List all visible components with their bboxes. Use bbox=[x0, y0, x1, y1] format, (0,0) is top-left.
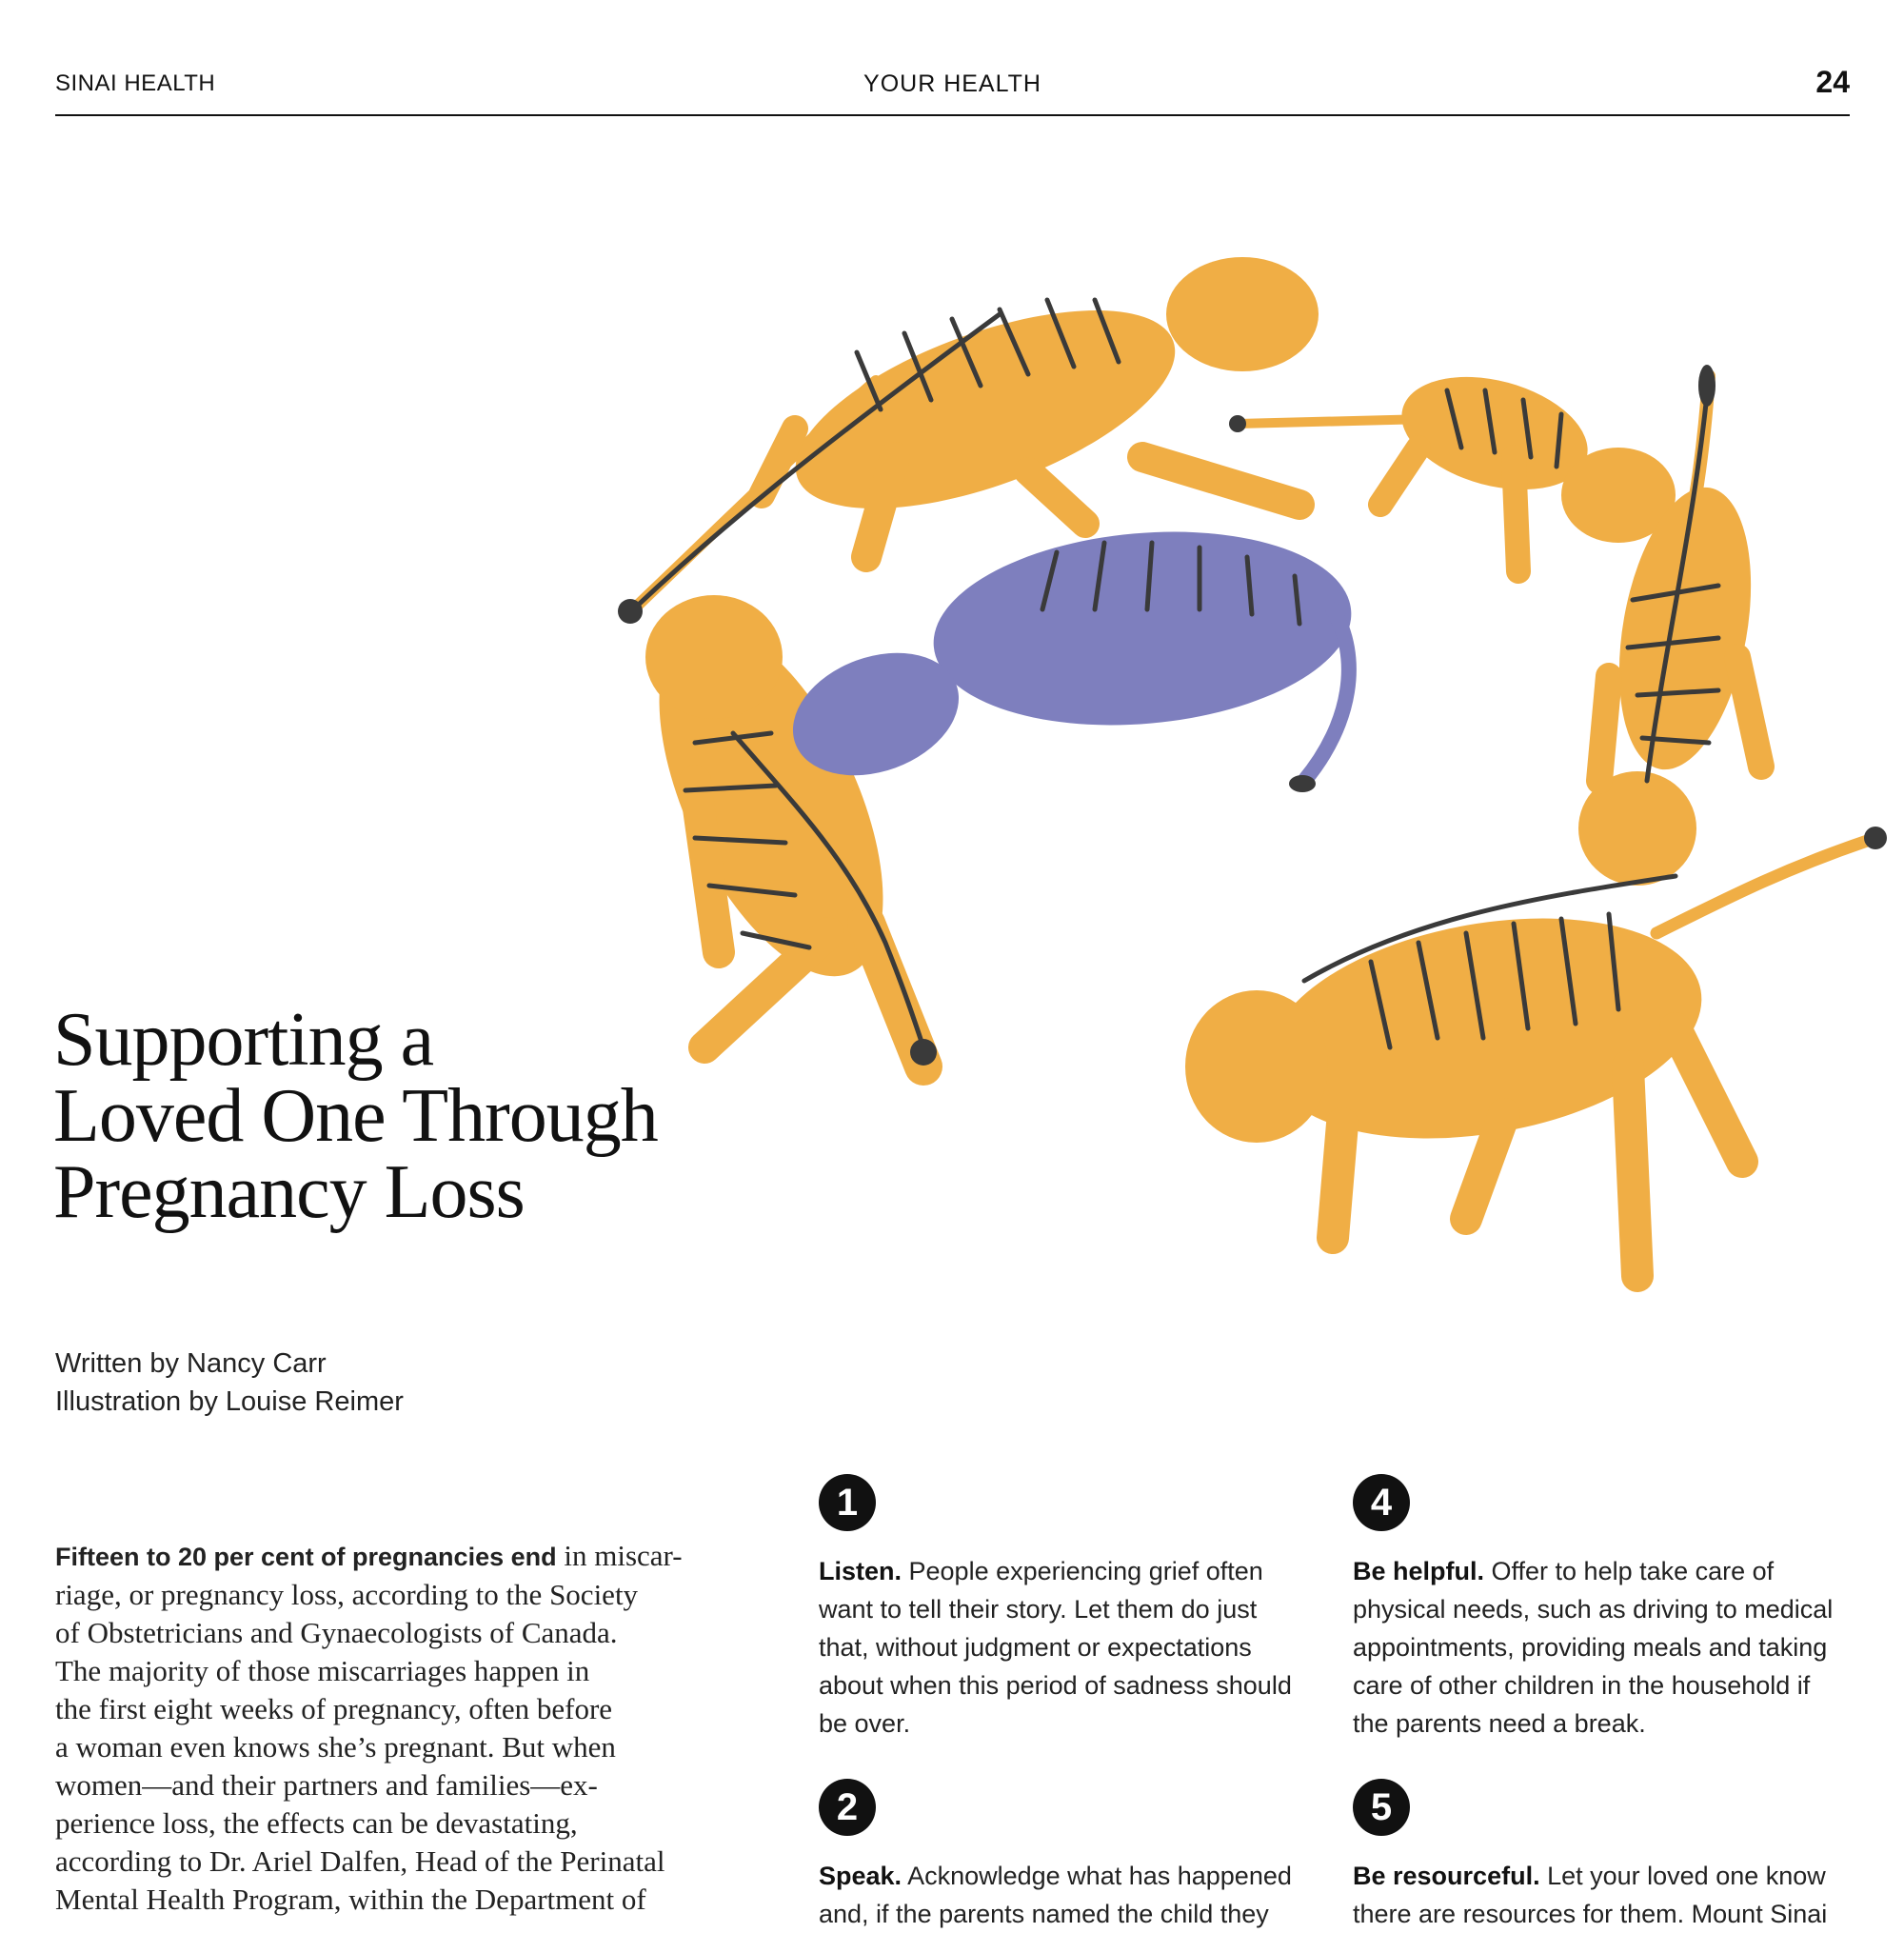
tip-2 bbox=[819, 1779, 1352, 1933]
tip-line: physical needs, such as driving to medical bbox=[1353, 1595, 1834, 1624]
tip-heading: Speak. bbox=[819, 1862, 902, 1890]
tiger-top-right bbox=[1229, 358, 1676, 571]
tip-4 bbox=[1353, 1474, 1886, 1743]
tip-heading: Listen. bbox=[819, 1557, 902, 1585]
tip-number-badge: 1 bbox=[819, 1474, 876, 1531]
section-name: YOUR HEALTH bbox=[863, 70, 1041, 97]
body-line: Mental Health Program, within the Department of bbox=[55, 1883, 646, 1916]
tip-line: about when this period of sadness should bbox=[819, 1671, 1292, 1700]
tip-line: Acknowledge what has happened bbox=[902, 1862, 1292, 1890]
article-body bbox=[55, 1537, 722, 1919]
illustrator-byline: Illustration by Louise Reimer bbox=[55, 1386, 404, 1417]
body-line: perience loss, the effects can be devastating, bbox=[55, 1806, 578, 1840]
tip-text bbox=[819, 1552, 1352, 1743]
tip-line: People experiencing grief often bbox=[902, 1557, 1263, 1585]
author-byline: Written by Nancy Carr bbox=[55, 1348, 327, 1379]
title-line-3: Pregnancy Loss bbox=[53, 1150, 525, 1234]
tip-line: Let your loved one know bbox=[1539, 1862, 1826, 1890]
tip-line: there are resources for them. Mount Sinai bbox=[1353, 1900, 1828, 1928]
body-line: of Obstetricians and Gynaecologists of Canada. bbox=[55, 1616, 618, 1649]
tip-heading: Be resourceful. bbox=[1353, 1862, 1540, 1890]
tip-1 bbox=[819, 1474, 1352, 1743]
tip-line: want to tell their story. Let them do just bbox=[819, 1595, 1258, 1624]
body-line: The majority of those miscarriages happen in bbox=[55, 1654, 590, 1687]
tip-number-badge: 2 bbox=[819, 1779, 876, 1836]
body-line: women—and their partners and families—ex- bbox=[55, 1768, 598, 1802]
body-line: in miscar- bbox=[556, 1539, 683, 1572]
tiger-right bbox=[1578, 365, 1771, 886]
body-line: according to Dr. Ariel Dalfen, Head of the Perinatal bbox=[55, 1844, 665, 1878]
page-number: 24 bbox=[1815, 65, 1850, 99]
tip-heading: Be helpful. bbox=[1353, 1557, 1485, 1585]
body-line: the first eight weeks of pregnancy, often before bbox=[55, 1692, 613, 1725]
tip-5 bbox=[1353, 1779, 1886, 1933]
tiger-bottom-right bbox=[1185, 827, 1887, 1276]
tip-line: the parents need a break. bbox=[1353, 1709, 1646, 1738]
tip-line: be over. bbox=[819, 1709, 911, 1738]
credits bbox=[55, 1345, 404, 1421]
tip-line: that, without judgment or expectations bbox=[819, 1633, 1252, 1662]
tip-line: appointments, providing meals and taking bbox=[1353, 1633, 1828, 1662]
lead-sentence: Fifteen to 20 per cent of pregnancies end bbox=[55, 1543, 557, 1571]
tip-text bbox=[1353, 1552, 1886, 1743]
tip-line: and, if the parents named the child they bbox=[819, 1900, 1269, 1928]
tip-text bbox=[1353, 1857, 1886, 1933]
body-line: a woman even knows she’s pregnant. But when bbox=[55, 1730, 616, 1764]
publication-name: SINAI HEALTH bbox=[55, 70, 216, 96]
title-line-2: Loved One Through bbox=[53, 1074, 658, 1158]
page-header bbox=[55, 67, 1850, 116]
article-title bbox=[53, 998, 815, 1234]
title-line-1: Supporting a bbox=[53, 998, 434, 1082]
tip-line: care of other children in the household if bbox=[1353, 1671, 1811, 1700]
tip-line: Offer to help take care of bbox=[1484, 1557, 1775, 1585]
tip-number-badge: 5 bbox=[1353, 1779, 1410, 1836]
body-line: riage, or pregnancy loss, according to the Society bbox=[55, 1578, 639, 1611]
tip-number-badge: 4 bbox=[1353, 1474, 1410, 1531]
tip-text bbox=[819, 1857, 1352, 1933]
